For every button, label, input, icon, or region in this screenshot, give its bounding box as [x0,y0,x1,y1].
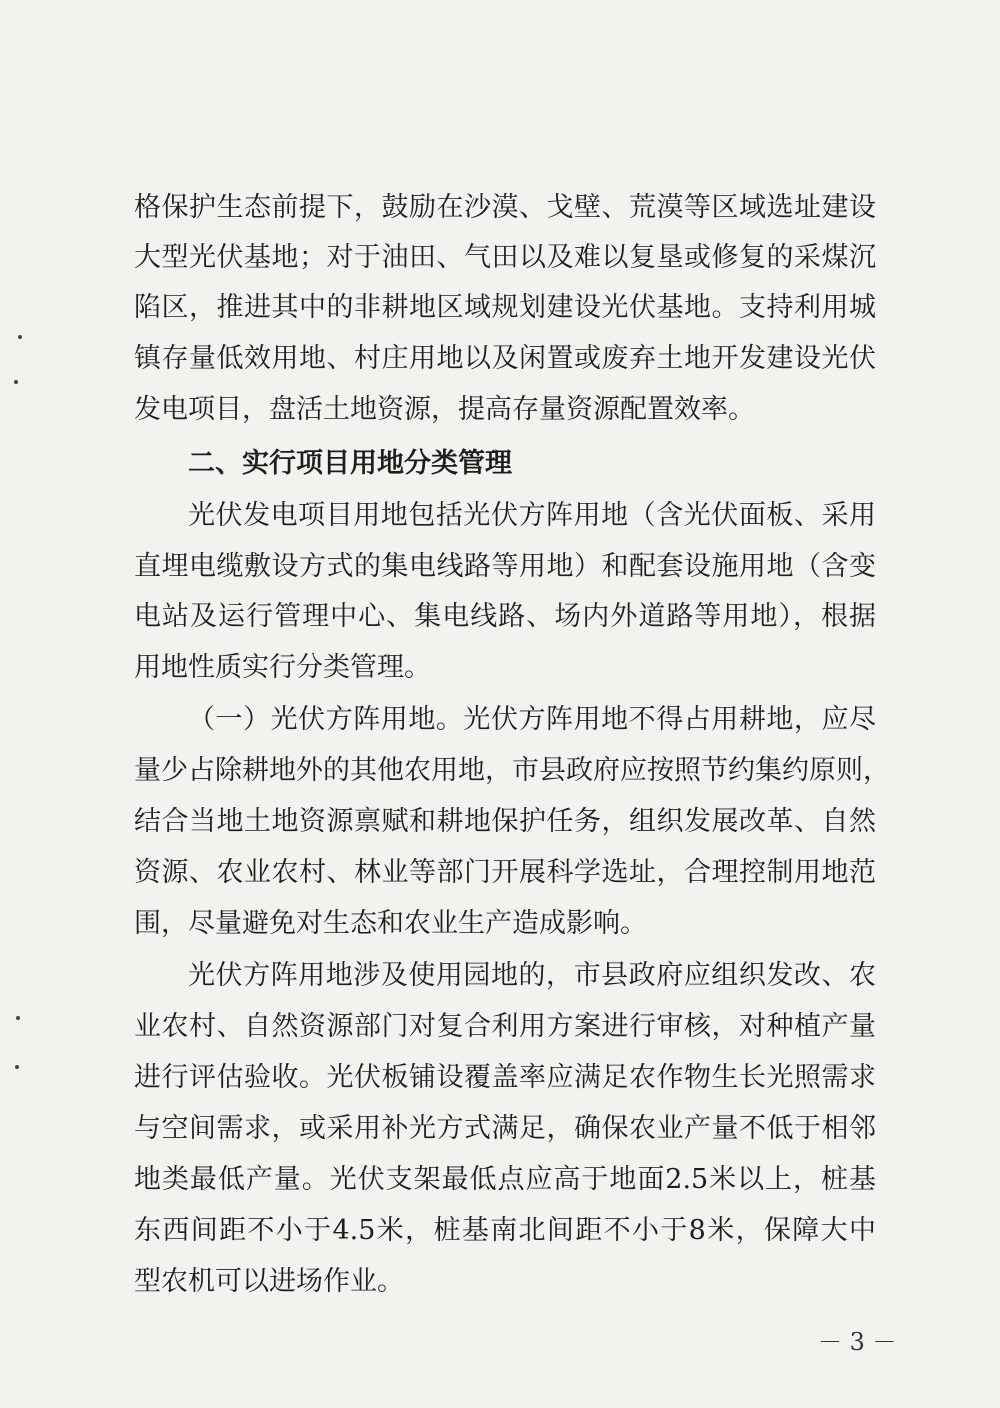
scan-speck [16,1016,20,1020]
paragraph-first-line: （一）光伏方阵用地。光伏方阵用地不得占用耕地，应尽 [188,704,876,735]
body-text-line: 直埋电缆敷设方式的集电线路等用地）和配套设施用地（含变 [134,551,876,582]
body-text-line: 结合当地土地资源禀赋和耕地保护任务，组织发展改革、自然 [134,806,876,837]
body-text-line: 格保护生态前提下，鼓励在沙漠、戈壁、荒漠等区域选址建设 [134,192,876,223]
body-text-line: 用地性质实行分类管理。 [134,652,431,683]
body-text-line: 业农村、自然资源部门对复合利用方案进行审核，对种植产量 [134,1011,876,1042]
paragraph-first-line: 光伏方阵用地涉及使用园地的，市县政府应组织发改、农 [188,960,876,991]
body-text-line: 大型光伏基地；对于油田、气田以及难以复垦或修复的采煤沉 [134,242,876,273]
body-text-line: 电站及运行管理中心、集电线路、场内外道路等用地），根据 [134,601,876,632]
body-text-line: 发电项目，盘活土地资源，提高存量资源配置效率。 [134,394,755,425]
body-text-line: 镇存量低效用地、村庄用地以及闲置或废弃土地开发建设光伏 [134,343,876,374]
body-text-line: 东西间距不小于4.5米，桩基南北间距不小于8米，保障大中 [134,1215,876,1246]
body-text-line: 围，尽量避免对生态和农业生产造成影响。 [134,908,647,939]
section-heading: 二、实行项目用地分类管理 [188,448,512,479]
scan-speck [14,380,18,384]
paragraph-first-line: 光伏发电项目用地包括光伏方阵用地（含光伏面板、采用 [188,500,876,531]
body-text-line: 与空间需求，或采用补光方式满足，确保农业产量不低于相邻 [134,1113,876,1144]
body-text-line: 地类最低产量。光伏支架最低点应高于地面2.5米以上，桩基 [134,1164,876,1195]
body-text-line: 陷区，推进其中的非耕地区域规划建设光伏基地。支持利用城 [134,292,876,323]
page-number: － 3 － [818,1328,897,1356]
body-text-line: 资源、农业农村、林业等部门开展科学选址，合理控制用地范 [134,857,876,888]
body-text-line: 进行评估验收。光伏板铺设覆盖率应满足农作物生长光照需求 [134,1062,876,1093]
scan-speck [15,1065,19,1069]
scan-speck [18,335,22,339]
body-text-line: 型农机可以进场作业。 [134,1266,404,1297]
body-text-line: 量少占除耕地外的其他农用地，市县政府应按照节约集约原则， [134,755,890,786]
